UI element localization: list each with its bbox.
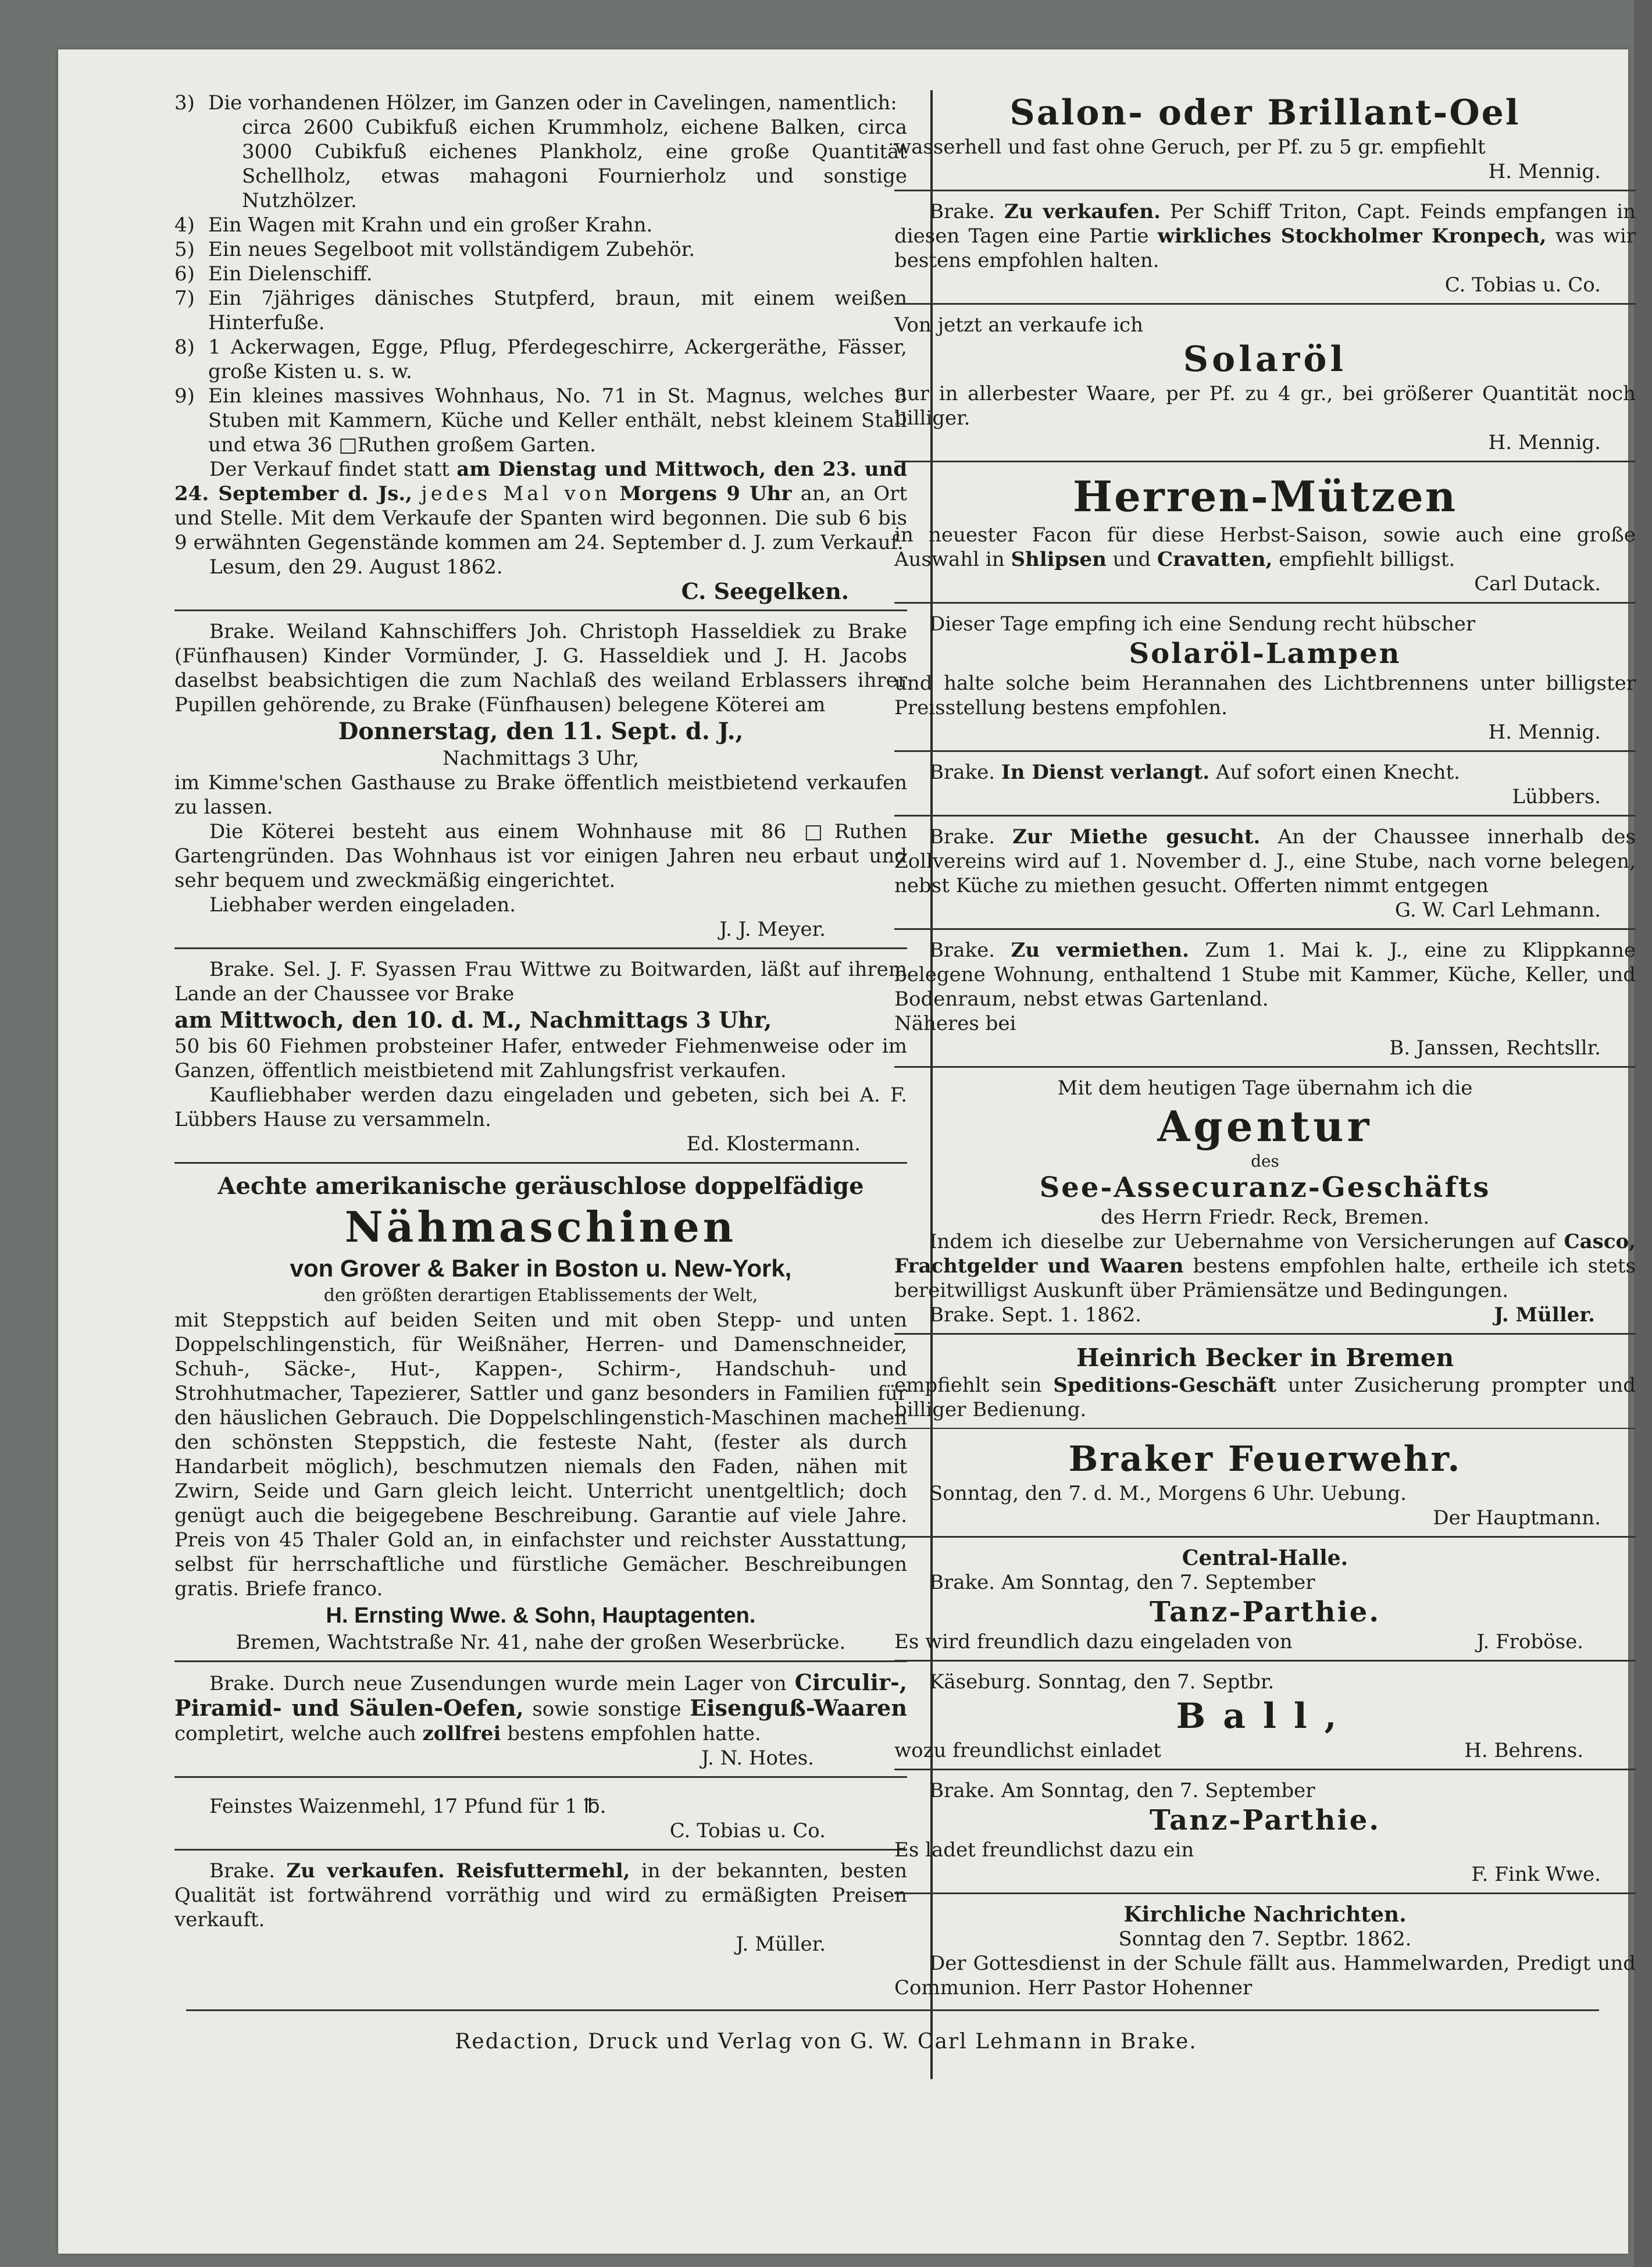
right-column [894, 87, 1636, 2011]
ad-text: und halte solche beim Herannahen des Lichtbrennens unter billigster Preisstellung bestens empfohlen. [894, 672, 1636, 719]
oil-ad [894, 87, 1636, 191]
ad-text: Brake. Am Sonntag, den 7. September [929, 1571, 1315, 1594]
item-list [174, 91, 907, 457]
auction-time: Nachmittags 3 Uhr, [442, 747, 639, 770]
list-item: 5) Ein neues Segelboot mit vollständigem Zubehör. [174, 238, 695, 261]
church-notice [894, 1899, 1636, 2006]
ad-text: Brake. Zur Miethe gesucht. An der Chaussee innerhalb des Zollvereins wird auf 1. November d. J., eine Stube, nach vorne belegen, nebst Küche zu miethen gesucht. Offerten nimmt entgegen [894, 825, 1636, 897]
ad-title-2: See-Assecuranz-Geschäfts [1039, 1171, 1491, 1204]
ad-text: Brake. Zu verkaufen. Reisfuttermehl, in der bekannten, besten Qualität ist fortwährend vorräthig und wird zu ermäßigten Preisen verkauft. [174, 1859, 907, 1931]
ad-text: nur in allerbester Waare, per Pf. zu 4 gr., bei größerer Quantität noch billiger. [894, 382, 1636, 430]
signature: G. W. Carl Lehmann. [1394, 899, 1601, 922]
ad-intro: Von jetzt an verkaufe ich [894, 313, 1143, 337]
ad-kicker: Aechte amerikanische geräuschlose doppelfädige [217, 1172, 864, 1200]
ad-text: Es wird freundlich dazu eingeladen von J. Froböse. [894, 1630, 1583, 1653]
fire-brigade-ad [894, 1434, 1636, 1538]
ad-text: Die Köterei besteht aus einem Wohnhause mit 86 □Ruthen Gartengründen. Das Wohnhaus ist vor einigen Jahren neu erbaut und sehr bequem und zweckmäßig eingerichtet. [174, 820, 907, 892]
list-item: 8) 1 Ackerwagen, Egge, Pflug, Pferdegeschirre, Ackergeräthe, Fässer, große Kisten u. s. w. [174, 336, 907, 383]
ad-text: in neuester Facon für diese Herbst-Saison, sowie auch eine große Auswahl in Shlipsen und Cravatten, empfiehlt billigst. [894, 523, 1636, 571]
ad-title: Tanz-Parthie. [1149, 1804, 1381, 1837]
rent-wanted-ad [894, 821, 1636, 930]
list-item: 7) Ein 7jähriges dänisches Stutpferd, braun, mit einem weißen Hinterfuße. [174, 287, 907, 334]
signature: J. J. Meyer. [719, 918, 826, 941]
ad-text: Der Gottesdienst in der Schule fällt aus. Hammelwarden, Predigt und Communion. Herr Pastor Hohenner [894, 1952, 1636, 1999]
ad-title: Tanz-Parthie. [1149, 1596, 1381, 1628]
ad-title: Herren-Mützen [1072, 472, 1458, 521]
auction-date: am Mittwoch, den 10. d. M., Nachmittags 3 Uhr, [174, 1007, 772, 1033]
signature: H. Mennig. [1488, 721, 1601, 744]
ad-text: Feinstes Waizenmehl, 17 Pfund für 1 ℔. [209, 1795, 606, 1818]
ad-title: Heinrich Becker in Bremen [1076, 1343, 1454, 1372]
ad-title: Kirchliche Nachrichten. [1123, 1902, 1407, 1927]
ad-text: wasserhell und fast ohne Geruch, per Pf. zu 5 gr. empfiehlt [894, 136, 1486, 159]
service-ad [894, 757, 1636, 817]
ad-title: Solaröl-Lampen [1129, 637, 1401, 670]
agency-ad [894, 1072, 1636, 1335]
ad-title: Braker Feuerwehr. [1068, 1439, 1462, 1480]
ad-text: wozu freundlichst einladet H. Behrens. [894, 1739, 1583, 1762]
ad-text: Brake. Zu vermiethen. Zum 1. Mai k. J., eine zu Klippkanne belegene Wohnung, enthaltend 1 Stube mit Kammer, Küche, Keller, und Bodenraum, nebst etwas Gartenland. [894, 939, 1636, 1011]
signature: C. Tobias u. Co. [669, 1819, 826, 1842]
connector: des [1251, 1152, 1279, 1171]
ad-text: Es ladet freundlichst dazu ein [894, 1838, 1194, 1862]
ad-title: Nähmaschinen [344, 1202, 737, 1252]
ad-text: Kaufliebhaber werden dazu eingeladen und gebeten, sich bei A. F. Lübbers Hause zu versammeln. [174, 1083, 907, 1131]
ad-title: Agentur [1157, 1102, 1373, 1151]
ad-intro: Mit dem heutigen Tage übernahm ich die [1057, 1077, 1473, 1100]
ad-title: Ball, [1176, 1696, 1354, 1737]
signature: B. Janssen, Rechtsllr. [1389, 1036, 1601, 1060]
ad-text: mit Steppstich auf beiden Seiten und mit oben Stepp- und unten Doppelschlingenstich, für Weißnäher, Herren- und Damenschneider, Schuh-, Säcke-, Hut-, Kappen-, Schirm-, Handschuh- und Strohhutmacher, Tapezierer, Sattler und ganz besonders in Familien für den häuslichen Gebrauch. Die Doppelschlingenstich-Maschinen machen den schönsten Steppstich, die festeste Naht, (fester als durch Handarbeit möglich), beschmutzen niemals den Faden, nähen mit Zwirn, Seide und Garn gleich leicht. Unterricht unentgeltlich; doch genügt auch die beigegebene Beschreibung. Garantie auf viele Jahre. Preis von 45 Thaler Gold an, in einfachster und reichster Ausstattung, selbst für herrschaftliche und fürstliche Gemächer. Beschreibungen gratis. Briefe franco. [174, 1309, 907, 1601]
list-item: 4) Ein Wagen mit Krahn und ein großer Krahn. [174, 213, 653, 237]
venue: Central-Halle. [1182, 1546, 1348, 1570]
signature: J. Müller. [736, 1933, 826, 1956]
agent-name: H. Ernsting Wwe. & Sohn, Hauptagenten. [326, 1603, 756, 1628]
ad-text: Brake. Am Sonntag, den 7. September [929, 1779, 1315, 1802]
ad-text: Brake. In Dienst verlangt. Auf sofort einen Knecht. [929, 761, 1460, 784]
auction-ad-hasseldiek [174, 616, 907, 949]
becker-ad [894, 1339, 1636, 1429]
dance-ad-fink [894, 1775, 1636, 1894]
ad-text: Brake. Weiland Kahnschiffers Joh. Christoph Hasseldiek zu Brake (Fünfhausen) Kinder Vormünder, J. G. Hasseldiek und J. H. Jacobs daselbst beabsichtigen die zum Nachlaß des weiland Erblassers ihrer Pupillen gehörende, zu Brake (Fünfhausen) belegene Köterei am [174, 620, 907, 717]
signature: F. Fink Wwe. [1471, 1863, 1601, 1886]
list-item: 3) Die vorhandenen Hölzer, im Ganzen oder in Cavelingen, namentlich: [174, 91, 897, 115]
signature: J. N. Hotes. [701, 1746, 814, 1770]
auction-ad-syassen [174, 954, 907, 1164]
sale-terms: Der Verkauf findet statt am Dienstag und Mittwoch, den 23. und 24. September d. Js., jedes Mal von Morgens 9 Uhr an, an Ort und Stelle. Mit dem Verkaufe der Spanten wird begonnen. Die sub 6 bis 9 erwähnten Gegenstände kommen am 24. September d. J. zum Verkauf. [174, 458, 908, 554]
ad-title: Solaröl [1183, 339, 1347, 380]
list-item: 9) Ein kleines massives Wohnhaus, No. 71 in St. Magnus, welches 3 Stuben mit Kammern, Küche und Keller enthält, nebst kleinem Stall und etwa 36 □Ruthen großem Garten. [174, 384, 907, 457]
ad-text: 50 bis 60 Fiehmen probsteiner Hafer, entweder Fiehmenweise oder im Ganzen, öffentlich meistbietend mit Zahlungsfrist verkaufen. [174, 1035, 907, 1082]
ad-text: empfiehlt sein Speditions-Geschäft unter Zusicherung prompter und billiger Bedienung. [894, 1374, 1636, 1421]
ball-ad [894, 1666, 1636, 1770]
auction-date: Donnerstag, den 11. Sept. d. J., [338, 718, 744, 745]
ad-text: im Kimme'schen Gasthause zu Brake öffentlich meistbietend verkaufen zu lassen. [174, 771, 907, 819]
imprint: Redaction, Druck und Verlag von G. W. Carl Lehmann in Brake. [455, 2030, 1197, 2054]
ad-text: Brake. Durch neue Zusendungen wurde mein Lager von Circulir-, Piramid- und Säulen-Oefen, sowie sonstige Eisenguß-Waaren completirt, welche auch zollfrei bestens empfohlen hatte. [174, 1669, 908, 1745]
rice-feed-ad [174, 1855, 907, 1962]
ad-text: Liebhaber werden eingeladen. [209, 893, 516, 917]
auction-ad-lesum [174, 87, 907, 611]
signature: Carl Dutack. [1474, 572, 1601, 596]
signature: H. Mennig. [1488, 431, 1601, 454]
scan-edge [1634, 0, 1652, 2267]
ad-text: Näheres bei [894, 1012, 1016, 1035]
solaroel-ad [894, 309, 1636, 462]
caps-ad [894, 467, 1636, 604]
pitch-ad [894, 196, 1636, 305]
subtitle: den größten derartigen Etablissements der Welt, [323, 1285, 758, 1306]
ad-text: Sonntag, den 7. d. M., Morgens 6 Uhr. Uebung. [929, 1482, 1407, 1505]
footer-rule [186, 2009, 1599, 2011]
list-item: circa 2600 Cubikfuß eichen Krummholz, eichene Balken, circa 3000 Cubikfuß eichenes Plankholz, eine große Quantität Schellholz, etwas mahagoni Fournierholz und sonstige Nutzhölzer. [242, 116, 907, 212]
sewing-machine-ad [174, 1168, 907, 1662]
for-rent-ad [894, 935, 1636, 1068]
list-item: 6) Ein Dielenschiff. [174, 262, 373, 286]
ad-text: Indem ich dieselbe zur Uebernahme von Versicherungen auf Casco, Frachtgelder und Waaren bestens empfohlen halte, ertheile ich stets bereitwilligst Auskunft über Prämiensätze und Bedingungen. [894, 1230, 1636, 1302]
ad-text: Käseburg. Sonntag, den 7. Septbr. [929, 1670, 1275, 1694]
agent-address: Bremen, Wachtstraße Nr. 41, nahe der großen Weserbrücke. [236, 1631, 846, 1654]
principal: des Herrn Friedr. Reck, Bremen. [1100, 1206, 1430, 1229]
dance-ad-central-halle [894, 1542, 1636, 1662]
maker: von Grover & Baker in Boston u. New-York, [290, 1254, 792, 1282]
stove-ad [174, 1667, 907, 1778]
place-date: Lesum, den 29. August 1862. [209, 555, 503, 579]
ad-text: Brake. Sel. J. F. Syassen Frau Wittwe zu Boitwarden, läßt auf ihrem Lande an der Chaussee vor Brake [174, 958, 907, 1006]
signature: Lübbers. [1512, 785, 1601, 808]
place-date: Brake. Sept. 1. 1862. J. Müller. [929, 1303, 1595, 1327]
signature: Ed. Klostermann. [686, 1132, 861, 1156]
ad-title: Salon- oder Brillant-Oel [1009, 92, 1521, 133]
ad-text: Brake. Zu verkaufen. Per Schiff Triton, Capt. Feinds empfangen in diesen Tagen eine Partie wirkliches Stockholmer Kronpech, was wir bestens empfohlen halten. [894, 200, 1636, 272]
signature: C. Tobias u. Co. [1444, 273, 1601, 297]
left-column [174, 87, 907, 1967]
church-date: Sonntag den 7. Septbr. 1862. [1118, 1927, 1412, 1951]
signature: H. Mennig. [1488, 160, 1601, 183]
flour-ad [174, 1783, 907, 1851]
ad-intro: Dieser Tage empfing ich eine Sendung recht hübscher [929, 612, 1476, 636]
lamps-ad [894, 608, 1636, 752]
signature: C. Seegelken. [681, 578, 849, 604]
signature: Der Hauptmann. [1433, 1506, 1601, 1530]
